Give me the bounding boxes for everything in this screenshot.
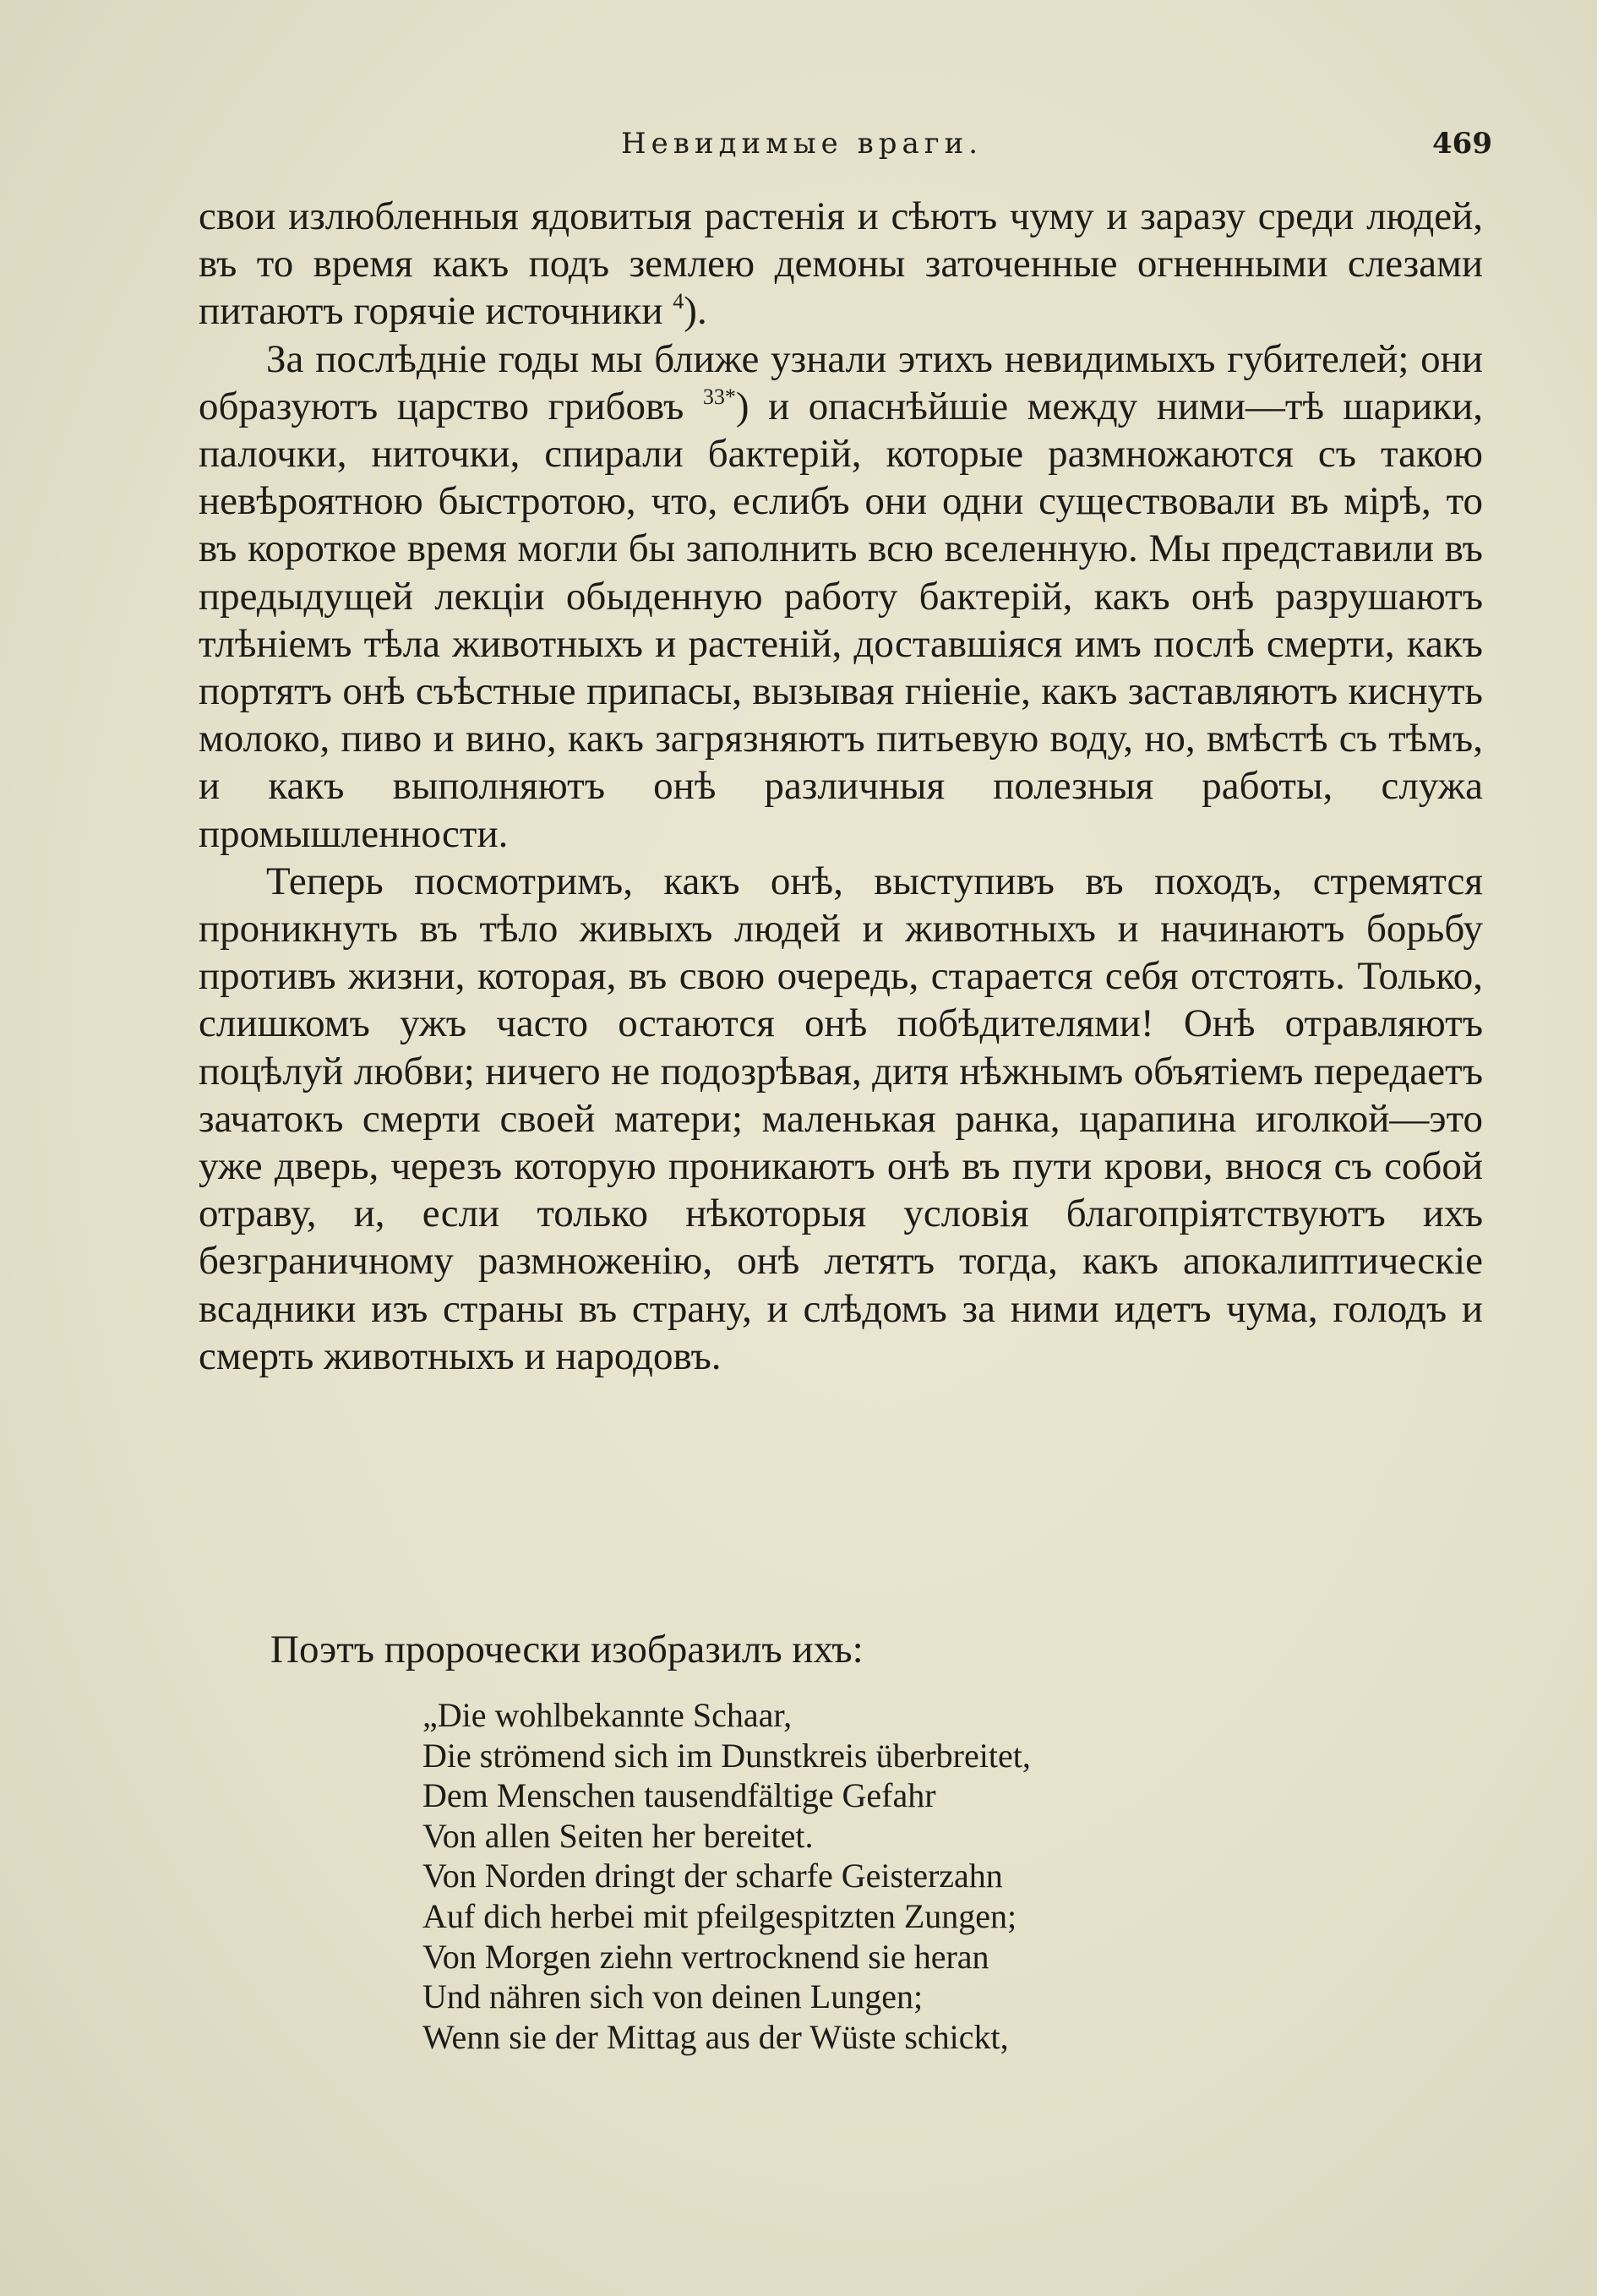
poem-quote <box>422 1695 1031 2057</box>
poem-line: Von allen Seiten her bereitet. <box>422 1816 814 1855</box>
paragraph-1-end: ). <box>684 289 707 334</box>
poem-line: Von Morgen ziehn vertrocknend sie heran <box>422 1937 989 1976</box>
poem-intro: Поэтъ пророчески изобразилъ ихъ: <box>270 1628 864 1672</box>
footnote-ref-33[interactable]: 33* <box>702 384 736 409</box>
paragraph-2-end: ) и опаснѣйшіе между ними—тѣ шарики, палочки, ниточки, спирали бактерій, которые размножаются съ такою невѣроятною быстротою, что, еслибъ они одни существовали въ мірѣ, то въ короткое время могли бы заполнить всю вселенную. Мы представили въ предыдущей лекціи обыденную работу бактерій, какъ онѣ разрушаютъ тлѣніемъ тѣла животныхъ и растеній, доставшіяся имъ послѣ смерти, какъ портятъ онѣ съѣстные припасы, вызывая гніеніе, какъ заставляютъ киснуть молоко, пиво и вино, какъ загрязняютъ питьевую воду, но, вмѣстѣ съ тѣмъ, и какъ выполняютъ онѣ различныя полезныя работы, служа промышленности. <box>199 384 1484 856</box>
poem-line: Auf dich herbei mit pfeilgespitzten Zungen; <box>422 1896 1017 1935</box>
poem-line: „Die wohlbekannte Schaar, <box>422 1696 793 1734</box>
footnote-ref-4[interactable]: 4 <box>673 289 684 314</box>
body-text <box>199 193 1483 1380</box>
paragraph-2 <box>199 335 1483 858</box>
poem-line: Dem Menschen tausendfältige Gefahr <box>422 1776 936 1815</box>
poem-line: Von Norden dringt der scharfe Geisterzahn <box>422 1857 1003 1895</box>
paragraph-1 <box>199 193 1483 335</box>
poem-line: Wenn sie der Mittag aus der Wüste schickt, <box>422 2017 1009 2056</box>
paragraph-3: Теперь посмотримъ, какъ онѣ, выступивъ въ походъ, стремятся проникнуть въ тѣло живыхъ людей и животныхъ и начинаютъ борьбу противъ жизни, которая, въ свою очередь, старается себя отстоять. Только, слишкомъ ужъ часто остаются онѣ побѣдителями! Онѣ отравляютъ поцѣлуй любви; ничего не подозрѣвая, дитя нѣжнымъ объятіемъ передаетъ зачатокъ смерти своей матери; маленькая ранка, царапина иголкой—это уже дверь, черезъ которую проникаютъ онѣ въ пути крови, внося съ собой отраву, и, если только нѣкоторыя условія благопріятствуютъ ихъ безграничному размноженію, онѣ летятъ тогда, какъ апокалиптическіе всадники изъ страны въ страну, и слѣдомъ за ними идетъ чума, голодъ и смерть животныхъ и народовъ. <box>199 859 1483 1378</box>
paragraph-1-text: свои излюбленныя ядовитыя растенія и сѣютъ чуму и заразу среди людей, въ то время какъ подъ землею демоны заточенные огненными слезами питаютъ горячіе источники <box>199 194 1483 334</box>
running-title: Невидимые враги. <box>621 127 984 161</box>
poem-line: Die strömend sich im Dunstkreis überbreitet, <box>422 1736 1031 1775</box>
poem-line: Und nähren sich von deinen Lungen; <box>422 1977 924 2016</box>
page-number: 469 <box>1432 127 1492 161</box>
paragraph-2-text: За послѣдніе годы мы ближе узнали этихъ невидимыхъ губителей; они образуютъ царство грибовъ <box>199 336 1483 428</box>
